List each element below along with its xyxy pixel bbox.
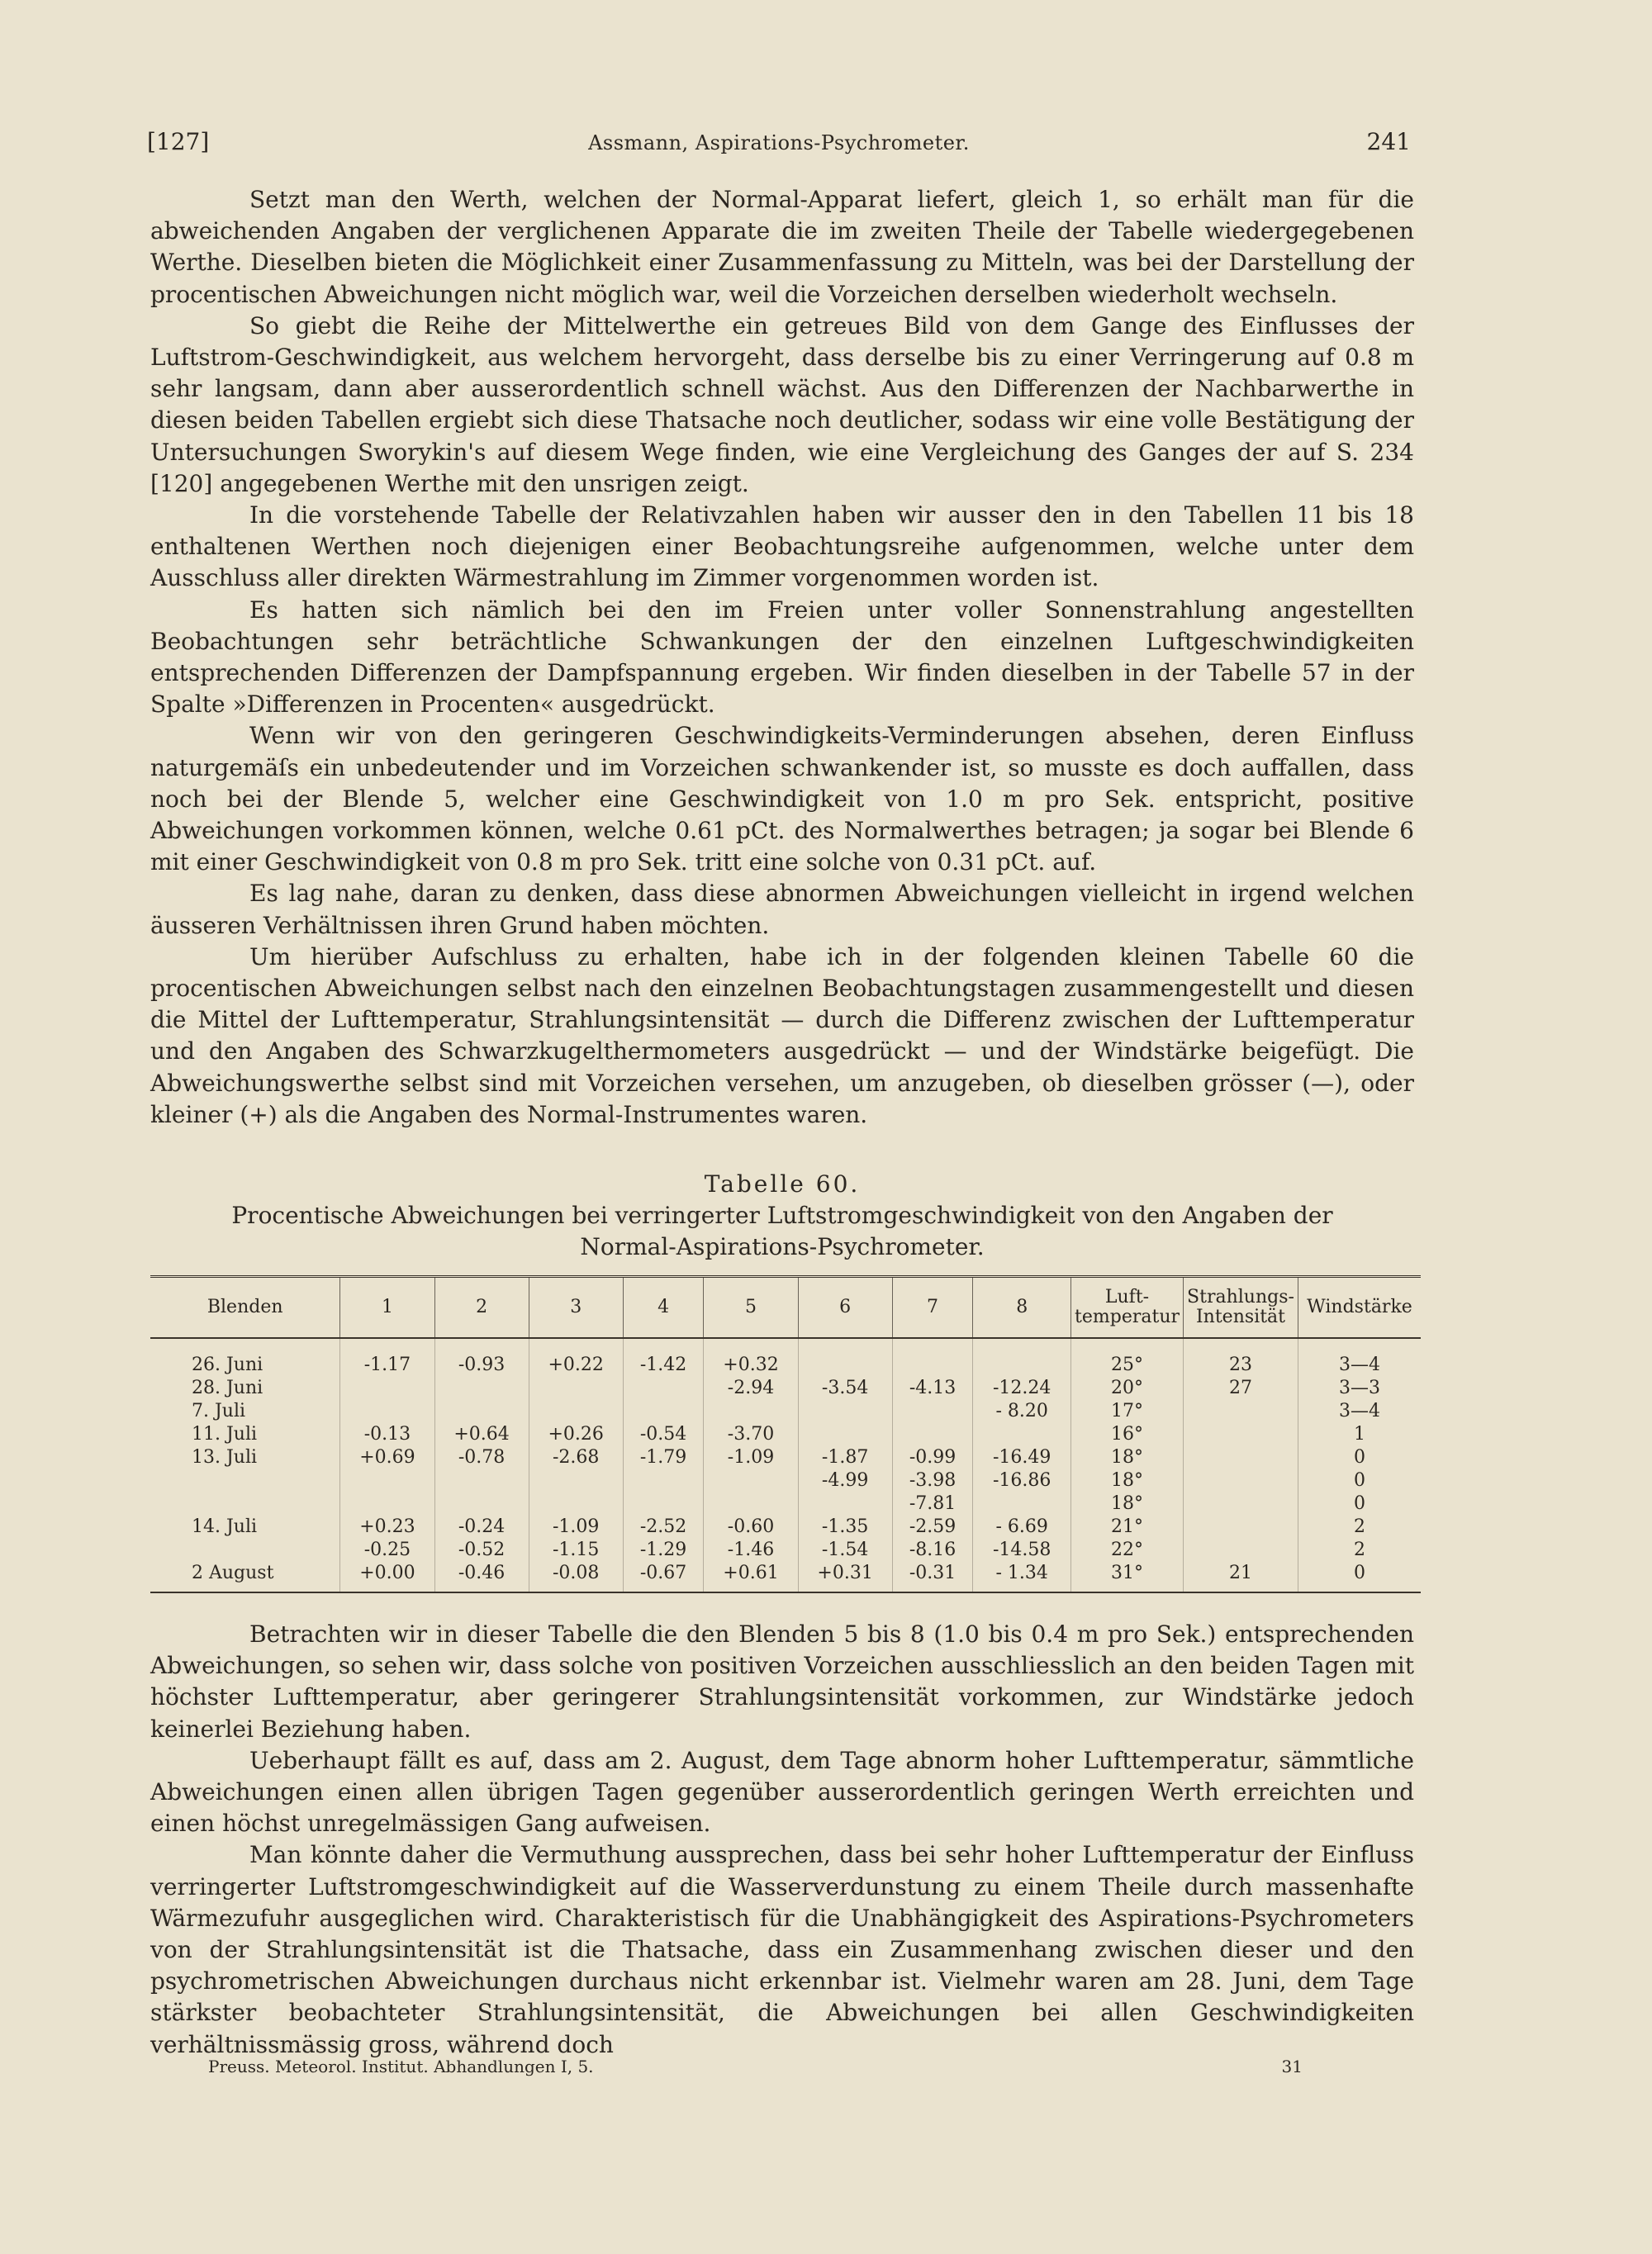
header-page-number: 241 — [1366, 128, 1411, 155]
table-cell — [340, 1492, 434, 1516]
table-cell: +0.23 — [340, 1516, 434, 1539]
table-cell — [1184, 1492, 1298, 1516]
table-cell — [704, 1400, 798, 1423]
table-row — [150, 1377, 1421, 1400]
table-cell — [892, 1338, 973, 1377]
table-cell — [973, 1492, 1071, 1516]
table-caption-line: Normal-Aspirations-Psychrometer. — [580, 1233, 985, 1260]
paragraph: Es lag nahe, daran zu denken, dass diese abnormen Abweichungen vielleicht in irgend welchen äusseren Verhältnissen ihren Grund haben möchten. — [150, 880, 1414, 939]
table-cell — [798, 1423, 892, 1446]
table-cell — [1184, 1423, 1298, 1446]
table-cell: 17° — [1071, 1400, 1184, 1423]
table-cell: -0.67 — [623, 1562, 704, 1592]
table-cell: 3—3 — [1339, 1378, 1380, 1398]
table-cell: +0.22 — [529, 1338, 623, 1377]
table-cell — [340, 1400, 434, 1423]
table-cell — [434, 1400, 529, 1423]
table-cell: 20° — [1071, 1377, 1184, 1400]
table-cell: 21 — [1184, 1562, 1298, 1592]
table-cell: - 1.34 — [973, 1562, 1071, 1592]
table-cell: 26. Juni — [150, 1338, 340, 1377]
table-cell: 3—4 — [1339, 1401, 1380, 1421]
table-cell — [704, 1492, 798, 1516]
table-caption — [150, 1169, 1414, 1263]
table-cell: -1.09 — [704, 1446, 798, 1469]
table-cell: +0.26 — [529, 1423, 623, 1446]
table-cell — [798, 1400, 892, 1423]
table-cell: - 6.69 — [973, 1516, 1071, 1539]
table-cell — [1184, 1446, 1298, 1469]
table-cell — [340, 1377, 434, 1400]
paragraph: Setzt man den Werth, welchen der Normal-Apparat liefert, gleich 1, so erhält man für die abweichenden Angaben der verglichenen Apparate die im zweiten Theile der Tabelle wiedergegebenen Werthe. Dieselben bieten die Möglichkeit einer Zusammenfassung zu Mitteln, was bei der Darstellung der procentischen Abweichungen nicht möglich war, weil die Vorzeichen derselben wiederholt wechseln. — [150, 186, 1414, 308]
table-cell: -0.78 — [434, 1446, 529, 1469]
table-row — [150, 1492, 1421, 1516]
table-row — [150, 1539, 1421, 1562]
table-cell — [704, 1469, 798, 1492]
column-header-4: 4 — [623, 1277, 704, 1339]
body-text-bottom — [150, 1619, 1414, 2061]
table-cell: 11. Juli — [150, 1423, 340, 1446]
table-cell: -0.08 — [529, 1562, 623, 1592]
table-cell: 2 — [1354, 1540, 1365, 1560]
table-cell — [150, 1469, 340, 1492]
table-cell: -8.16 — [892, 1539, 973, 1562]
column-header-blenden: Blenden — [150, 1277, 340, 1339]
table-cell: 3—4 — [1339, 1355, 1380, 1375]
column-header-1: 1 — [340, 1277, 434, 1339]
table-cell: 25° — [1071, 1338, 1184, 1377]
table-cell: -1.29 — [623, 1539, 704, 1562]
table-cell: 28. Juni — [150, 1377, 340, 1400]
table-cell: 18° — [1071, 1446, 1184, 1469]
table-cell: -0.31 — [892, 1562, 973, 1592]
table-cell: +0.31 — [798, 1562, 892, 1592]
column-header-8: 8 — [973, 1277, 1071, 1339]
paragraph: Wenn wir von den geringeren Geschwindigkeits-Verminderungen absehen, deren Einfluss naturgemäſs ein unbedeutender und im Vorzeichen schwankender ist, so musste es doch auffallen, dass noch bei der Blende 5, welcher eine Geschwindigkeit von 1.0 m pro Sek. entspricht, positive Abweichungen vorkommen können, welche 0.61 pCt. des Normalwerthes betragen; ja sogar bei Blende 6 mit einer Geschwindigkeit von 0.8 m pro Sek. tritt eine solche von 0.31 pCt. auf. — [150, 722, 1414, 876]
table-cell: +0.32 — [704, 1338, 798, 1377]
table-cell: +0.61 — [704, 1562, 798, 1592]
paragraph: Ueberhaupt fällt es auf, dass am 2. August, dem Tage abnorm hoher Lufttemperatur, sämmtliche Abweichungen einen allen übrigen Tagen gegenüber ausserordentlich geringen Werth erreichten und einen höchst unregelmässigen Gang aufweisen. — [150, 1746, 1414, 1838]
header-running-title: Assmann, Aspirations-Psychrometer. — [588, 131, 970, 154]
paragraph: In die vorstehende Tabelle der Relativzahlen haben wir ausser den in den Tabellen 11 bis 18 enthaltenen Werthen noch diejenigen einer Beobachtungsreihe aufgenommen, welche unter dem Ausschluss aller direkten Wärmestrahlung im Zimmer vorgenommen worden ist. — [150, 501, 1414, 592]
table-cell — [623, 1469, 704, 1492]
table-cell: 7. Juli — [150, 1400, 340, 1423]
table-cell: 27 — [1184, 1377, 1298, 1400]
table-header-row — [150, 1277, 1421, 1339]
table-cell: -1.15 — [529, 1539, 623, 1562]
table-cell: 1 — [1354, 1424, 1365, 1445]
table-cell: -2.52 — [623, 1516, 704, 1539]
table-cell: 0 — [1354, 1493, 1365, 1514]
table-cell: -3.98 — [892, 1469, 973, 1492]
paragraph: Es hatten sich nämlich bei den im Freien unter voller Sonnenstrahlung angestellten Beobachtungen sehr beträchtliche Schwankungen der den einzelnen Luftgeschwindigkeiten entsprechenden Differenzen der Dampfspannung ergeben. Wir finden dieselben in der Tabelle 57 in der Spalte »Differenzen in Procenten« ausgedrückt. — [150, 596, 1414, 719]
table-cell — [529, 1377, 623, 1400]
table-cell — [150, 1492, 340, 1516]
table-row — [150, 1562, 1421, 1592]
footer-signature-number: 31 — [1281, 2057, 1303, 2076]
table-cell — [798, 1338, 892, 1377]
column-header-2: 2 — [434, 1277, 529, 1339]
table-cell: 16° — [1071, 1423, 1184, 1446]
column-header-6: 6 — [798, 1277, 892, 1339]
table-row — [150, 1469, 1421, 1492]
footer-publication: Preuss. Meteorol. Institut. Abhandlungen I, 5. — [208, 2057, 594, 2076]
paragraph: Um hierüber Aufschluss zu erhalten, habe ich in der folgenden kleinen Tabelle 60 die procentischen Abweichungen selbst nach den einzelnen Beobachtungstagen zusammengestellt und diesen die Mittel der Lufttemperatur, Strahlungsintensität — durch die Differenz zwischen der Lufttemperatur und den Angaben des Schwarzkugelthermometers ausgedrückt — und der Windstärke beigefügt. Die Abweichungswerthe selbst sind mit Vorzeichen versehen, um anzugeben, ob dieselben grösser (—), oder kleiner (+) als die Angaben des Normal-Instrumentes waren. — [150, 942, 1414, 1128]
table-cell: 22° — [1071, 1539, 1184, 1562]
table-row — [150, 1338, 1421, 1377]
table-cell: -1.87 — [798, 1446, 892, 1469]
column-header-5: 5 — [704, 1277, 798, 1339]
column-header-3: 3 — [529, 1277, 623, 1339]
table-cell: -14.58 — [973, 1539, 1071, 1562]
table-cell: -1.42 — [623, 1338, 704, 1377]
table-cell: -0.13 — [340, 1423, 434, 1446]
table-cell: -1.17 — [340, 1338, 434, 1377]
table-row — [150, 1423, 1421, 1446]
table-cell — [973, 1338, 1071, 1377]
table-cell — [892, 1400, 973, 1423]
table-cell: 31° — [1071, 1562, 1184, 1592]
table-cell: -2.68 — [529, 1446, 623, 1469]
table-body — [150, 1338, 1421, 1592]
table-cell: -16.49 — [973, 1446, 1071, 1469]
table-cell: -0.24 — [434, 1516, 529, 1539]
paragraph: So giebt die Reihe der Mittelwerthe ein getreues Bild von dem Gange des Einflusses der Luftstrom-Geschwindigkeit, aus welchem hervorgeht, dass derselbe bis zu einer Verringerung auf 0.8 m sehr langsam, dann aber ausserordentlich schnell wächst. Aus den Differenzen der Nachbarwerthe in diesen beiden Tabellen ergiebt sich diese Thatsache noch deutlicher, sodass wir eine volle Bestätigung der Untersuchungen Sworykin's auf diesem Wege finden, wie eine Vergleichung des Ganges der auf S. 234 [120] angegebenen Werthe mit den unsrigen zeigt. — [150, 311, 1414, 497]
table-cell: +0.00 — [340, 1562, 434, 1592]
table-cell: - 8.20 — [973, 1400, 1071, 1423]
table-cell — [623, 1492, 704, 1516]
table-cell: -4.13 — [892, 1377, 973, 1400]
page-header — [147, 128, 1411, 161]
table-cell — [340, 1469, 434, 1492]
table-cell: -0.46 — [434, 1562, 529, 1592]
table-cell: -4.99 — [798, 1469, 892, 1492]
table-cell — [529, 1469, 623, 1492]
table-cell: 23 — [1184, 1338, 1298, 1377]
table-cell: -3.70 — [704, 1423, 798, 1446]
column-header-lufttemperatur: Luft-temperatur — [1071, 1277, 1184, 1339]
table-cell: 0 — [1298, 1562, 1422, 1592]
table-cell: -1.09 — [529, 1516, 623, 1539]
table-cell: 14. Juli — [150, 1516, 340, 1539]
table-row — [150, 1446, 1421, 1469]
table-cell: 0 — [1354, 1447, 1365, 1468]
table-cell — [1184, 1400, 1298, 1423]
table-cell: -3.54 — [798, 1377, 892, 1400]
body-text-top — [150, 184, 1414, 1131]
table-cell — [434, 1377, 529, 1400]
table-cell: -0.60 — [704, 1516, 798, 1539]
table-cell: +0.64 — [434, 1423, 529, 1446]
table-cell — [434, 1469, 529, 1492]
table-cell — [529, 1492, 623, 1516]
paragraph: Betrachten wir in dieser Tabelle die den Blenden 5 bis 8 (1.0 bis 0.4 m pro Sek.) entsprechenden Abweichungen, so sehen wir, dass solche von positiven Vorzeichen ausschliesslich an den beiden Tagen mit höchster Lufttemperatur, aber geringerer Strahlungsintensität vorkommen, zur Windstärke jedoch keinerlei Beziehung haben. — [150, 1621, 1414, 1743]
paragraph: Man könnte daher die Vermuthung aussprechen, dass bei sehr hoher Lufttemperatur der Einfluss verringerter Luftstromgeschwindigkeit auf die Wasserverdunstung zu einem Theile durch massenhafte Wärmezufuhr ausgeglichen wird. Charakteristisch für die Unabhängigkeit des Aspirations-Psychrometers von der Strahlungsintensität ist die Thatsache, dass ein Zusammenhang zwischen dieser und den psychrometrischen Abweichungen durchaus nicht erkennbar ist. Vielmehr waren am 28. Juni, dem Tage stärkster beobachteter Strahlungsintensität, die Abweichungen bei allen Geschwindigkeiten verhältnissmässig gross, während doch — [150, 1841, 1414, 2058]
table-cell: 2 August — [150, 1562, 340, 1592]
column-header-windstaerke: Windstärke — [1298, 1277, 1422, 1339]
table-cell: 2 — [1354, 1516, 1365, 1537]
table-cell — [1184, 1469, 1298, 1492]
table-cell: -16.86 — [973, 1469, 1071, 1492]
table-cell — [623, 1400, 704, 1423]
table-row — [150, 1516, 1421, 1539]
table-cell: 21° — [1071, 1516, 1184, 1539]
table-cell: -2.59 — [892, 1516, 973, 1539]
header-section-number: [127] — [147, 128, 210, 155]
column-header-7: 7 — [892, 1277, 973, 1339]
table-cell: -1.54 — [798, 1539, 892, 1562]
table-cell — [798, 1492, 892, 1516]
table-cell: -0.99 — [892, 1446, 973, 1469]
table-cell — [434, 1492, 529, 1516]
table-cell — [1184, 1539, 1298, 1562]
table-cell: -0.93 — [434, 1338, 529, 1377]
table-cell: -1.79 — [623, 1446, 704, 1469]
table-cell: -7.81 — [892, 1492, 973, 1516]
table-cell: -1.35 — [798, 1516, 892, 1539]
table-cell: +0.69 — [340, 1446, 434, 1469]
column-header-strahlungsintensitaet: Strahlungs-Intensität — [1184, 1277, 1298, 1339]
table-title: Tabelle 60. — [704, 1170, 861, 1198]
table-cell: -2.94 — [704, 1377, 798, 1400]
table-cell: -0.25 — [340, 1539, 434, 1562]
table-cell: -12.24 — [973, 1377, 1071, 1400]
table-cell — [973, 1423, 1071, 1446]
table-cell — [1184, 1516, 1298, 1539]
table-cell: -1.46 — [704, 1539, 798, 1562]
table-cell — [623, 1377, 704, 1400]
table-cell — [529, 1400, 623, 1423]
table-cell: 13. Juli — [150, 1446, 340, 1469]
table-cell: 18° — [1071, 1492, 1184, 1516]
data-table — [150, 1275, 1421, 1593]
table-cell: -0.54 — [623, 1423, 704, 1446]
table-cell — [150, 1539, 340, 1562]
table-row — [150, 1400, 1421, 1423]
table-cell — [892, 1423, 973, 1446]
table-caption-line: Procentische Abweichungen bei verringerter Luftstromgeschwindigkeit von den Angaben der — [231, 1202, 1333, 1229]
table-cell: -0.52 — [434, 1539, 529, 1562]
table-cell: 18° — [1071, 1469, 1184, 1492]
table-cell: 0 — [1354, 1470, 1365, 1491]
